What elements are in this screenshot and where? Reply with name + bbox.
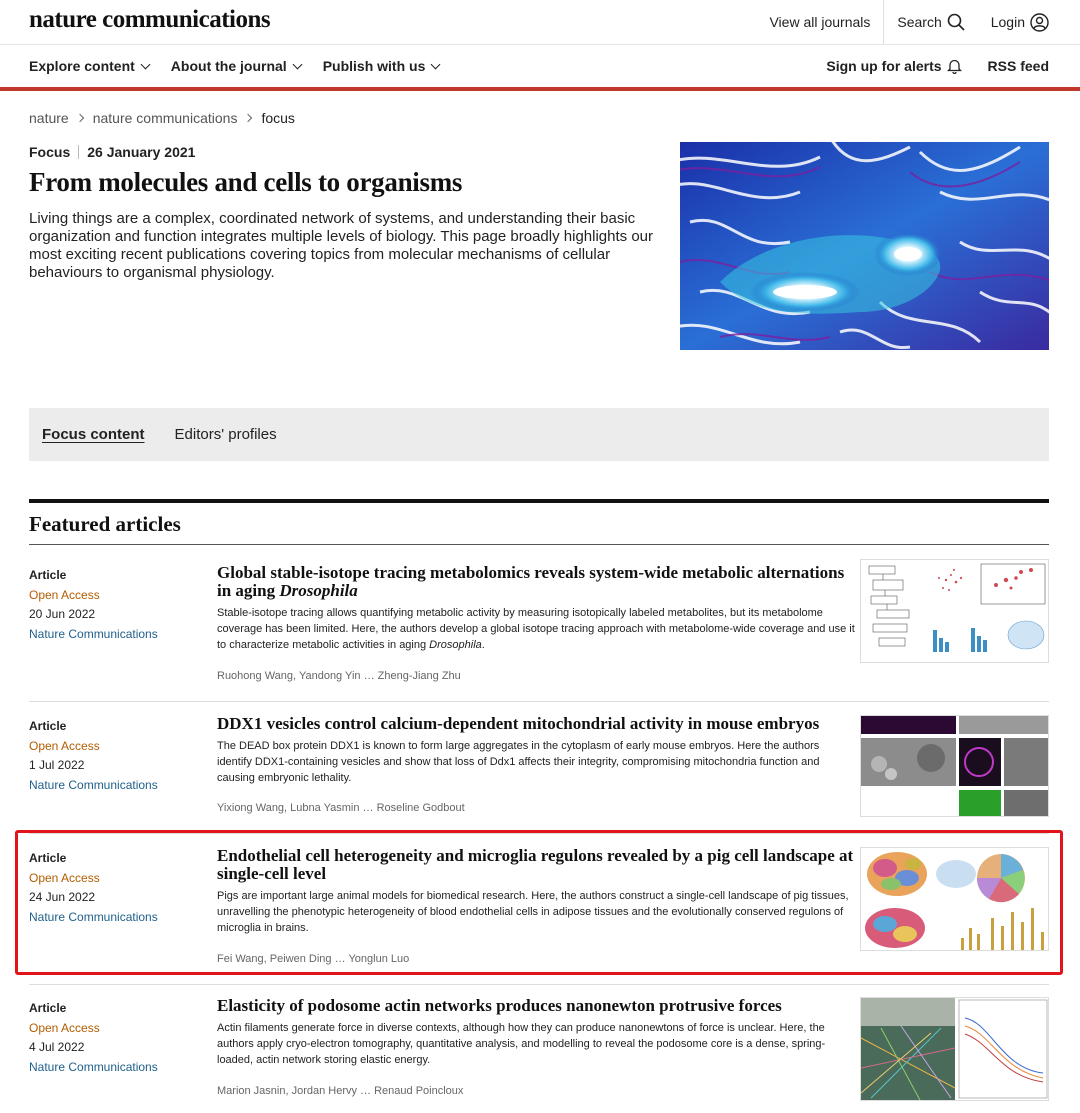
breadcrumb: [29, 110, 295, 126]
article-description: Pigs are important large animal models for biomedical research. Here, the authors construct a single-cell landscape of pig tissues, unravelling the phenotypic heterogeneity of blood endothelial cells in adipose tissues and the evolutionally conserved regulons of microglia in brains.: [217, 890, 849, 934]
main-nav: [0, 45, 1080, 91]
hero-image: [680, 142, 1049, 350]
row-divider: [29, 701, 1049, 702]
meta-divider: [78, 145, 79, 159]
open-access-badge: Open Access: [29, 1020, 100, 1035]
search-button[interactable]: Search: [883, 0, 977, 44]
article-type: Article: [29, 1001, 67, 1015]
page-description: Living things are a complex, coordinated network of systems, and understanding their basic organization and function integrates multiple levels of biology. This page broadly highlights our most exciting recent publications covering topics from molecular mechanisms of cellular behaviours to organismal physiology.: [29, 210, 653, 281]
nav-about-journal[interactable]: About the journal: [171, 58, 301, 74]
article-type: Article: [29, 851, 67, 865]
search-icon: [947, 13, 965, 31]
login-button[interactable]: Login: [978, 0, 1049, 44]
sign-up-alerts-button[interactable]: Sign up for alerts: [826, 58, 961, 74]
open-access-badge: Open Access: [29, 587, 100, 602]
site-logo[interactable]: nature communications: [29, 6, 271, 33]
section-divider: [29, 544, 1049, 545]
article-type: Article: [29, 719, 67, 733]
breadcrumb-current: focus: [261, 110, 295, 126]
focus-kind: Focus: [29, 144, 71, 160]
chevron-right-icon: [75, 114, 83, 122]
view-all-journals-link[interactable]: View all journals: [769, 14, 871, 30]
article-title-link[interactable]: Global stable-isotope tracing metabolomics reveals system-wide metabolic alternations in aging Drosophila: [217, 563, 845, 600]
rss-feed-link[interactable]: RSS feed: [987, 58, 1049, 74]
article-description: The DEAD box protein DDX1 is known to form large aggregates in the cytoplasm of early mouse embryos. Here the authors identify DDX1-containing vesicles and show that loss of Ddx1 affects their integrity, compromising mitochondria function and causing embryonic lethality.: [217, 740, 820, 784]
article-type: Article: [29, 568, 67, 582]
open-access-badge: Open Access: [29, 738, 100, 753]
chevron-down-icon: [431, 59, 441, 69]
journal-link[interactable]: Nature Communications: [29, 777, 158, 792]
chevron-down-icon: [292, 59, 302, 69]
article-date: 24 Jun 2022: [29, 890, 96, 904]
tab-focus-content[interactable]: Focus content: [42, 426, 145, 443]
journal-link[interactable]: Nature Communications: [29, 909, 158, 924]
page-title: From molecules and cells to organisms: [29, 167, 463, 197]
article-date: 1 Jul 2022: [29, 758, 85, 772]
journal-link[interactable]: Nature Communications: [29, 1059, 158, 1074]
article-authors: Marion Jasnin, Jordan Hervy … Renaud Poincloux: [217, 1085, 464, 1097]
focus-meta: [29, 144, 195, 160]
tab-editors-profiles[interactable]: Editors' profiles: [174, 426, 277, 443]
article-date: 20 Jun 2022: [29, 607, 96, 621]
featured-heading: Featured articles: [29, 512, 181, 536]
row-divider: [29, 984, 1049, 985]
article-authors: Ruohong Wang, Yandong Yin … Zheng-Jiang Zhu: [217, 670, 461, 682]
chevron-down-icon: [140, 59, 150, 69]
focus-date: 26 January 2021: [87, 144, 196, 160]
chevron-right-icon: [244, 114, 252, 122]
article-date: 4 Jul 2022: [29, 1040, 85, 1054]
article-thumbnail[interactable]: [860, 715, 1049, 817]
journal-link[interactable]: Nature Communications: [29, 626, 158, 641]
article-thumbnail[interactable]: [860, 559, 1049, 663]
highlight-outline: [15, 830, 1063, 975]
article-description: Stable-isotope tracing allows quantifying metabolic activity by measuring isotopically labeled metabolites, but its metabolome coverage has been limited. Here, the authors develop a global isotope tracing approach with metabolome-wide coverage and use it to characterize metabolic activities in aging Drosophila.: [217, 607, 855, 651]
bell-icon: [947, 58, 962, 74]
article-thumbnail[interactable]: [860, 997, 1049, 1101]
article-title-link[interactable]: Elasticity of podosome actin networks produces nanonewton protrusive forces: [217, 996, 782, 1015]
section-rule: [29, 499, 1049, 503]
article-authors: Fei Wang, Peiwen Ding … Yonglun Luo: [217, 953, 410, 965]
top-links: [756, 0, 1049, 44]
article-description: Actin filaments generate force in diverse contexts, although how they can produce nanonewtons of force is unclear. Here, the authors apply cryo-electron tomography, quantitative analysis, and modelling to reveal the podosome core is a dense, spring-loaded, actin network storing elastic energy.: [217, 1022, 826, 1066]
top-bar: [0, 0, 1080, 45]
article-title-link[interactable]: Endothelial cell heterogeneity and microglia regulons revealed by a pig cell landscape at single-cell level: [217, 846, 854, 883]
focus-tabs: [29, 408, 1049, 461]
nav-publish-with-us[interactable]: Publish with us: [323, 58, 440, 74]
nav-explore-content[interactable]: Explore content: [29, 58, 149, 74]
open-access-badge: Open Access: [29, 870, 100, 885]
user-icon: [1030, 13, 1049, 32]
breadcrumb-nature[interactable]: nature: [29, 110, 69, 126]
article-authors: Yixiong Wang, Lubna Yasmin … Roseline Godbout: [217, 802, 465, 814]
breadcrumb-nature-communications[interactable]: nature communications: [92, 110, 238, 126]
article-title-link[interactable]: DDX1 vesicles control calcium-dependent mitochondrial activity in mouse embryos: [217, 714, 820, 733]
